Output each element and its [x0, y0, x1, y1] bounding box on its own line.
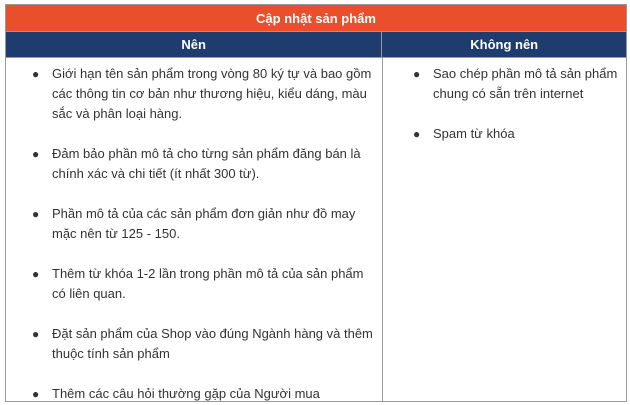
bullet-icon: ● — [32, 267, 40, 281]
bullet-icon: ● — [32, 67, 40, 81]
do-list — [32, 64, 374, 402]
dont-list-item — [413, 64, 618, 104]
bullet-icon: ● — [32, 387, 40, 401]
table-title-text: Cập nhật sản phẩm — [256, 10, 376, 26]
do-list-item — [32, 64, 374, 124]
do-item-text: Đặt sản phẩm của Shop vào đúng Ngành hàng và thêm thuộc tính sản phẩm — [52, 326, 373, 361]
do-item-text: Thêm từ khóa 1-2 lần trong phần mô tả của sản phẩm có liên quan. — [52, 266, 364, 301]
do-list-item — [32, 264, 374, 304]
do-list-item — [32, 144, 374, 184]
do-list-item — [32, 324, 374, 364]
column-header-dont — [381, 32, 626, 57]
column-header-do — [6, 32, 381, 57]
dont-item-text: Spam từ khóa — [433, 126, 515, 141]
dont-list — [413, 64, 618, 144]
column-header-dont-label: Không nên — [470, 37, 539, 52]
do-list-item — [32, 384, 374, 402]
do-list-item — [32, 204, 374, 244]
table-title — [6, 5, 626, 32]
do-item-text: Giới hạn tên sản phẩm trong vòng 80 ký tự và bao gồm các thông tin cơ bản như thương hiệu, kiểu dáng, màu sắc và phân loại hàng. — [52, 66, 372, 121]
dont-item-text: Sao chép phần mô tả sản phẩm chung có sẵn trên internet — [433, 66, 618, 101]
do-item-text: Phần mô tả của các sản phẩm đơn giản như đồ may mặc nên từ 125 - 150. — [52, 206, 356, 241]
table-header-row — [6, 32, 626, 58]
bullet-icon: ● — [413, 67, 421, 81]
bullet-icon: ● — [32, 327, 40, 341]
bullet-icon: ● — [413, 127, 421, 141]
dont-cell — [382, 58, 626, 402]
bullet-icon: ● — [32, 147, 40, 161]
do-item-text: Thêm các câu hỏi thường gặp của Người mua — [52, 386, 320, 401]
column-header-do-label: Nên — [181, 37, 206, 52]
do-item-text: Đảm bảo phần mô tả cho từng sản phẩm đăng bán là chính xác và chi tiết (ít nhất 300 từ). — [52, 146, 361, 181]
guidelines-table — [5, 4, 627, 402]
do-cell — [6, 58, 382, 402]
table-body-row — [6, 58, 626, 402]
bullet-icon: ● — [32, 207, 40, 221]
dont-list-item — [413, 124, 618, 144]
